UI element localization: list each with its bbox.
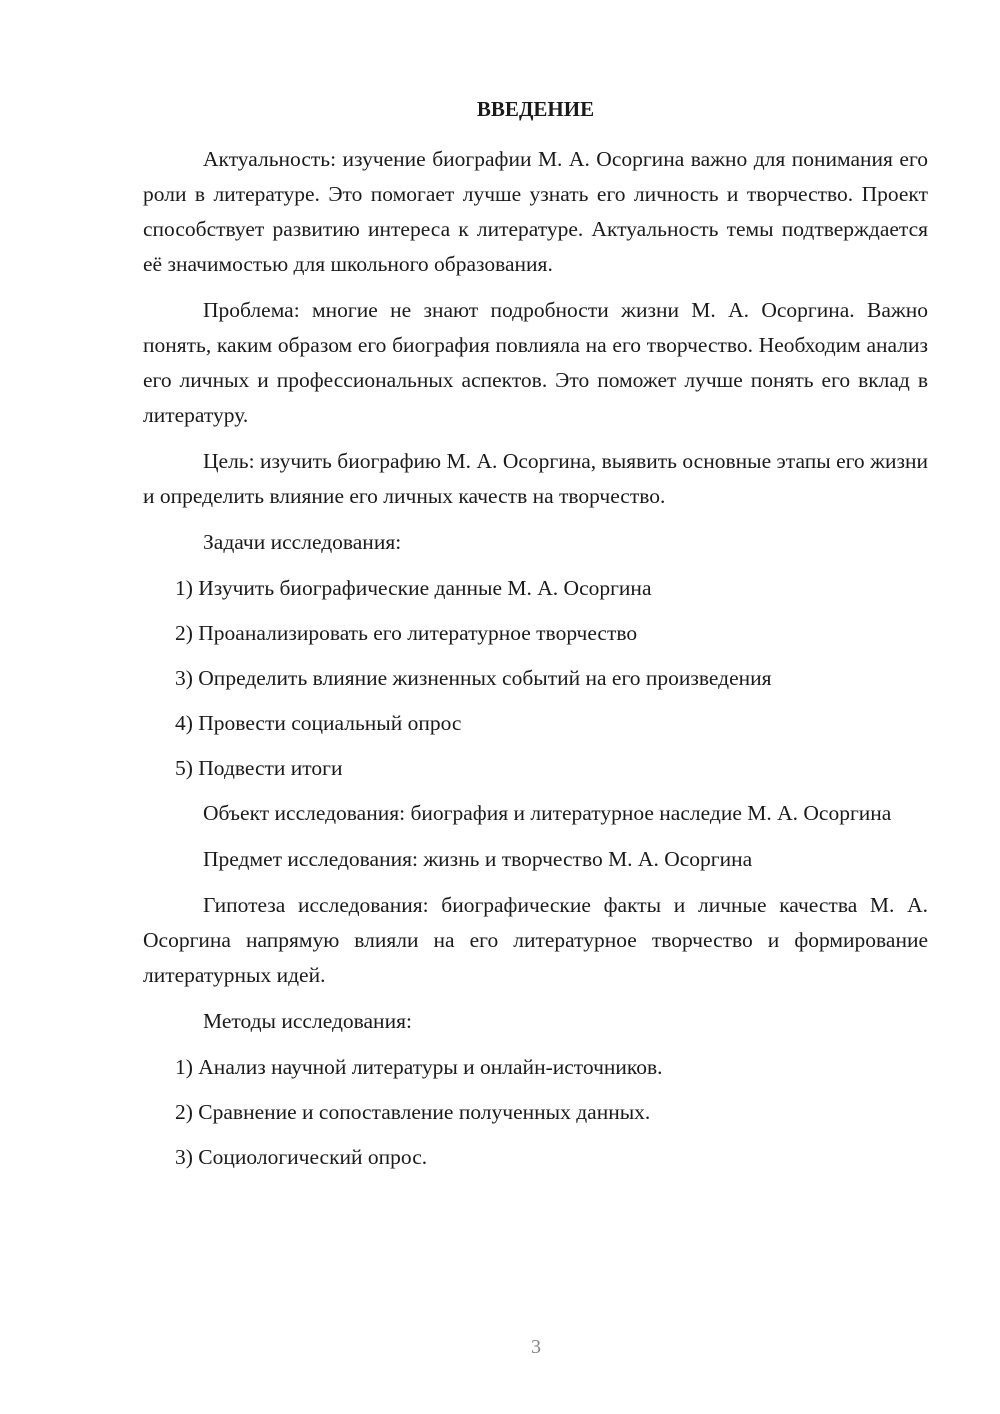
relevance-paragraph: Актуальность: изучение биографии М. А. Осоргина важно для понимания его роли в литературе. Это помогает лучше узнать его личность и творчество. Проект способствует развитию интереса к литературе. Актуальность темы подтверждается её значимостью для школьного образования. — [143, 147, 928, 276]
object-paragraph: Объект исследования: биография и литературное наследие М. А. Осоргина — [203, 801, 892, 825]
list-item: 2) Проанализировать его литературное творчество — [175, 621, 638, 645]
tasks-list — [143, 571, 928, 786]
page-number: 3 — [531, 1336, 541, 1358]
list-item: 4) Провести социальный опрос — [175, 711, 462, 735]
page-content — [143, 92, 928, 1185]
methods-list — [143, 1050, 928, 1175]
list-item: 5) Подвести итоги — [175, 756, 343, 780]
list-item: 1) Анализ научной литературы и онлайн-источников. — [175, 1055, 663, 1079]
section-title: ВВЕДЕНИЕ — [476, 97, 595, 121]
list-item: 1) Изучить биографические данные М. А. Осоргина — [175, 576, 652, 600]
list-item: 3) Социологический опрос. — [175, 1145, 428, 1169]
problem-paragraph: Проблема: многие не знают подробности жизни М. А. Осоргина. Важно понять, каким образом его биография повлияла на его творчество. Необходим анализ его личных и профессиональных аспектов. Это поможет лучше понять его вклад в литературу. — [143, 298, 928, 427]
list-item: 2) Сравнение и сопоставление полученных данных. — [175, 1100, 651, 1124]
goal-paragraph: Цель: изучить биографию М. А. Осоргина, выявить основные этапы его жизни и определить влияние его личных качеств на творчество. — [143, 449, 928, 508]
methods-heading: Методы исследования: — [203, 1009, 412, 1033]
list-item: 3) Определить влияние жизненных событий на его произведения — [175, 666, 772, 690]
subject-paragraph: Предмет исследования: жизнь и творчество М. А. Осоргина — [203, 847, 753, 871]
tasks-heading: Задачи исследования: — [203, 530, 402, 554]
hypothesis-paragraph: Гипотеза исследования: биографические факты и личные качества М. А. Осоргина напрямую влияли на его литературное творчество и формирование литературных идей. — [143, 893, 928, 987]
